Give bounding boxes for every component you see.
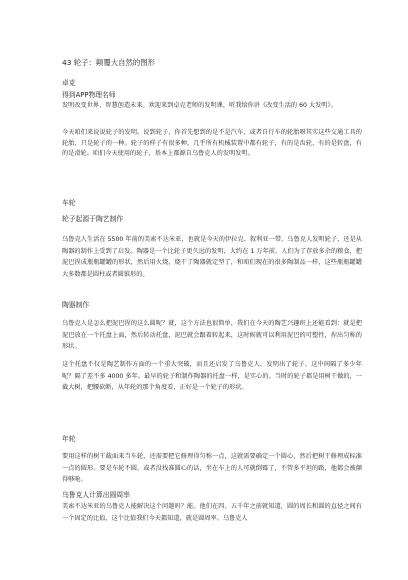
author-name: 卓克 — [62, 79, 76, 87]
section-heading-wheel: 车轮 — [62, 199, 76, 207]
section-heading-pottery: 陶器制作 — [62, 301, 90, 309]
subheading-pottery-origin: 轮子起源于陶艺制作 — [62, 215, 124, 223]
body-paragraph: 乌鲁克人生活在 5500 年前的美索不达米亚，也就是今天的伊拉克、叙利亚一带。乌鲁克人发明轮子，还是从陶器的制作上受到了启发。陶器是一个比轮子更久远的发明，大约在 1 万年前，人们为了存放多余的粮食，把泥巴捏成瓶瓶罐罐的形状，然后用火烧，烧干了陶器就定型了，和咱们现在的很多陶制品一样，这些瓶瓶罐罐大多数都是圆柱或者圆锥形的。 — [62, 236, 362, 278]
subheading-pi: 乌鲁克人计算出圆周率 — [62, 491, 130, 499]
intro-paragraph: 发明改变世界，智慧创造未来。欢迎来到卓克老师的发明课，听我给你讲《改变生活的 60 大发明》。 — [62, 102, 337, 109]
body-paragraph: 要用这样的树干截面来当车轮，还需要把它修理得匀称一点，这就需要确定一个圆心，然后把树干修理成标准一点的圆形。要是车轮不圆，或者没找准圆心的话，坐在车上的人可就倒霉了，不管多平坦的路，他都会被颠得够呛。 — [62, 453, 362, 484]
body-paragraph: 这个托盘不仅是陶艺制作方面的一个重大突破，而且还启发了乌鲁克人，发明出了轮子。这中间隔了多少年呢？隔了差不多 4000 多年。最早的轮子和制作陶器的托盘一样，是实心的。当时的轮子都是用树干做的，一截大树，把腰砍断，从年轮的那个角度看，正好是一个轮子的形状。 — [62, 361, 362, 392]
author-title: 得到APP物理名师 — [62, 91, 116, 99]
section-heading-tree-rings: 年轮 — [62, 435, 76, 443]
body-paragraph: 乌鲁克人是怎么把泥巴捏的这么圆呢？就，这个方法也很简单，我们在今天的陶艺兴趣班上还能看到：就是把泥巴放在一个托盘上面，然后转动托盘，泥巴就会跟着转起来，这时候就可以利用泥巴的可塑性，捏出匀称的形状。 — [62, 320, 362, 351]
document-title: 43 轮子：颠覆大自然的图形 — [62, 58, 156, 67]
body-paragraph: 今天咱们来说说轮子的发明。说到轮子，你首先想到的是不是汽车，或者自行车的轮胎呀其实这些交通工具的轮胎，只是轮子的一种。轮子的样子有很多种，几乎所有机械装置中都有轮子，有的是齿轮、有的是转盘，有的是滑轮。咱们今天使用的轮子，基本上都源自乌鲁克人的发明发明。 — [62, 129, 362, 157]
body-paragraph: 美索不达米亚的乌鲁克人能解决这个问题吗？能。他们在四、五千年之前就知道，圆的周长和圆的直径之间有一个固定的比值，这个比值我们今天都知道，就是圆周率。乌鲁克人 — [62, 503, 362, 522]
